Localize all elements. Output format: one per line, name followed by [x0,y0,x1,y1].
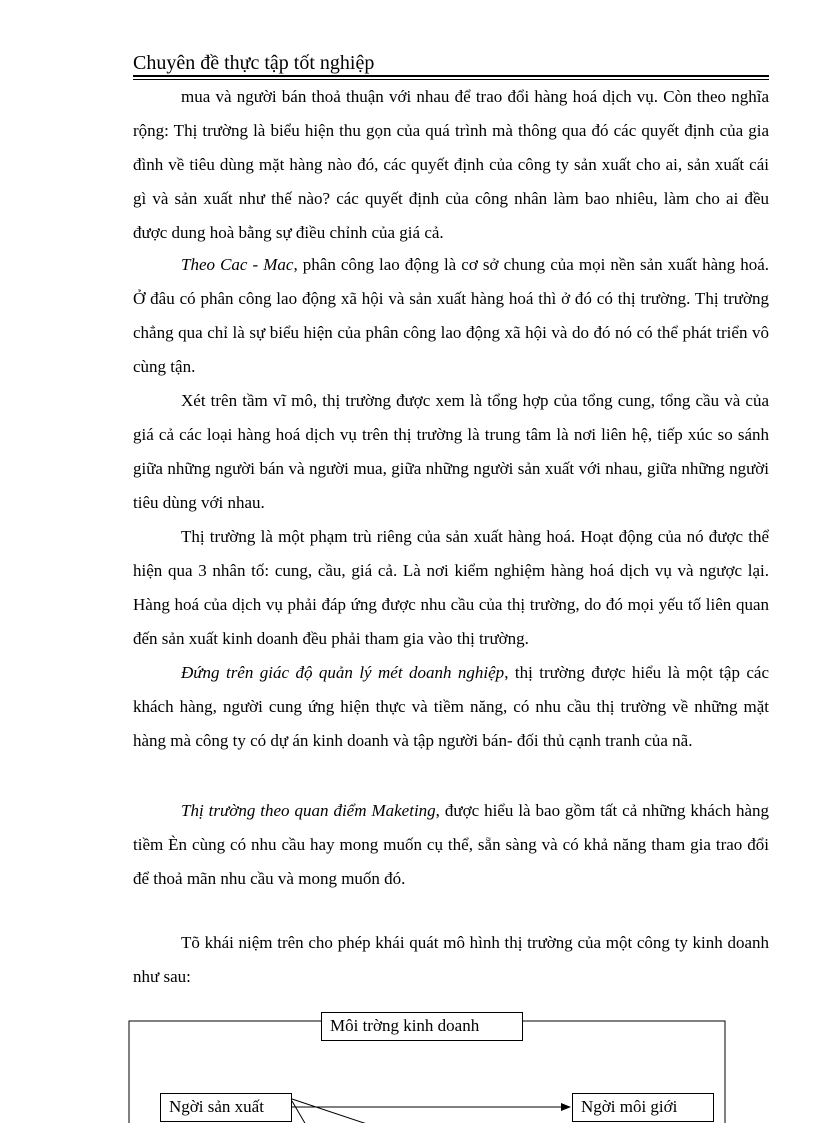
paragraph-marx-rest: , phân công lao động là cơ sở chung của mọi nền sản xuất hàng hoá. Ở đâu có phân công lao động xã hội và sản xuất hàng hoá thì ở đó có thị trường. Thị trường chẳng qua chỉ là sự biểu hiện của phân công lao động xã hội và do đó nó có thể phát triển vô cùng tận. [133,255,769,376]
paragraph-model-intro: Tõ khái niệm trên cho phép khái quát mô hình thị trường của một công ty kinh doanh như sau: [133,933,769,986]
paragraph-category-view: Thị trường là một phạm trù riêng của sản xuất hàng hoá. Hoạt động của nó được thể hiện qua 3 nhân tố: cung, cầu, giá cả. Là nơi kiểm nghiệm hàng hoá dịch vụ và ngược lại. Hàng hoá của dịch vụ phải đáp ứng được nhu cầu của thị trường, do đó mọi yếu tố liên quan đến sản xuất kinh doanh đều phải tham gia vào thị trường. [133,527,769,648]
business-environment-box: Môi trờng kinh doanh [321,1012,523,1041]
broker-box: Ngời môi giới [572,1093,714,1122]
paragraph-marx-lead: Theo Cac - Mac [181,255,294,274]
producer-diagonal-line-a [292,1099,370,1123]
producer-diagonal-line-b [292,1101,306,1123]
producer-box: Ngời sản xuất [160,1093,292,1122]
paragraph-marx-view [133,248,769,384]
paragraph-marketing-rest: , được hiểu là bao gồm tất cả những khách hàng tiềm Èn cùng có nhu cầu hay mong muốn cụ thể, sẵn sàng và có khả năng tham gia trao đổi để thoả mãn nhu cầu và mong muốn đó. [133,801,769,888]
paragraph-enterprise-lead: Đứng trên giác độ quản lý mét doanh nghiệp [181,663,505,682]
paragraph-market-narrow-broad: mua và người bán thoả thuận với nhau để trao đổi hàng hoá dịch vụ. Còn theo nghĩa rộng: Thị trường là biểu hiện thu gọn của quá trình mà thông qua đó các quyết định của gia đình về tiêu dùng mặt hàng nào đó, các quyết định của công ty sản xuất cho ai, sản xuất cái gì và sản xuất như thế nào? các quyết định của công nhân làm bao nhiêu, làm cho ai đều được dung hoà bằng sự điều chỉnh của giá cả. [133,87,769,242]
page-header-title: Chuyên đề thực tập tốt nghiệp [133,52,375,74]
paragraph-enterprise-rest: , thị trường được hiểu là một tập các khách hàng, người cung ứng hiện thực và tiềm năng, có nhu cầu thị trường về những mặt hàng mà công ty có dự án kinh doanh và tập người bán- đối thủ cạnh tranh của nã. [133,663,769,750]
header-rule-thick [133,75,769,77]
paragraph-marketing-lead: Thị trường theo quan điểm Maketing [181,801,436,820]
paragraph-marketing-view [133,794,769,896]
paragraph-enterprise-view [133,656,769,758]
paragraph-macro-view: Xét trên tầm vĩ mô, thị trường được xem là tổng hợp của tổng cung, tổng cầu và của giá cả các loại hàng hoá dịch vụ trên thị trường là trung tâm là nơi liên hệ, tiếp xúc so sánh giữa những người bán và người mua, giữa những người sản xuất với nhau, giữa những người tiêu dùng với nhau. [133,391,769,512]
